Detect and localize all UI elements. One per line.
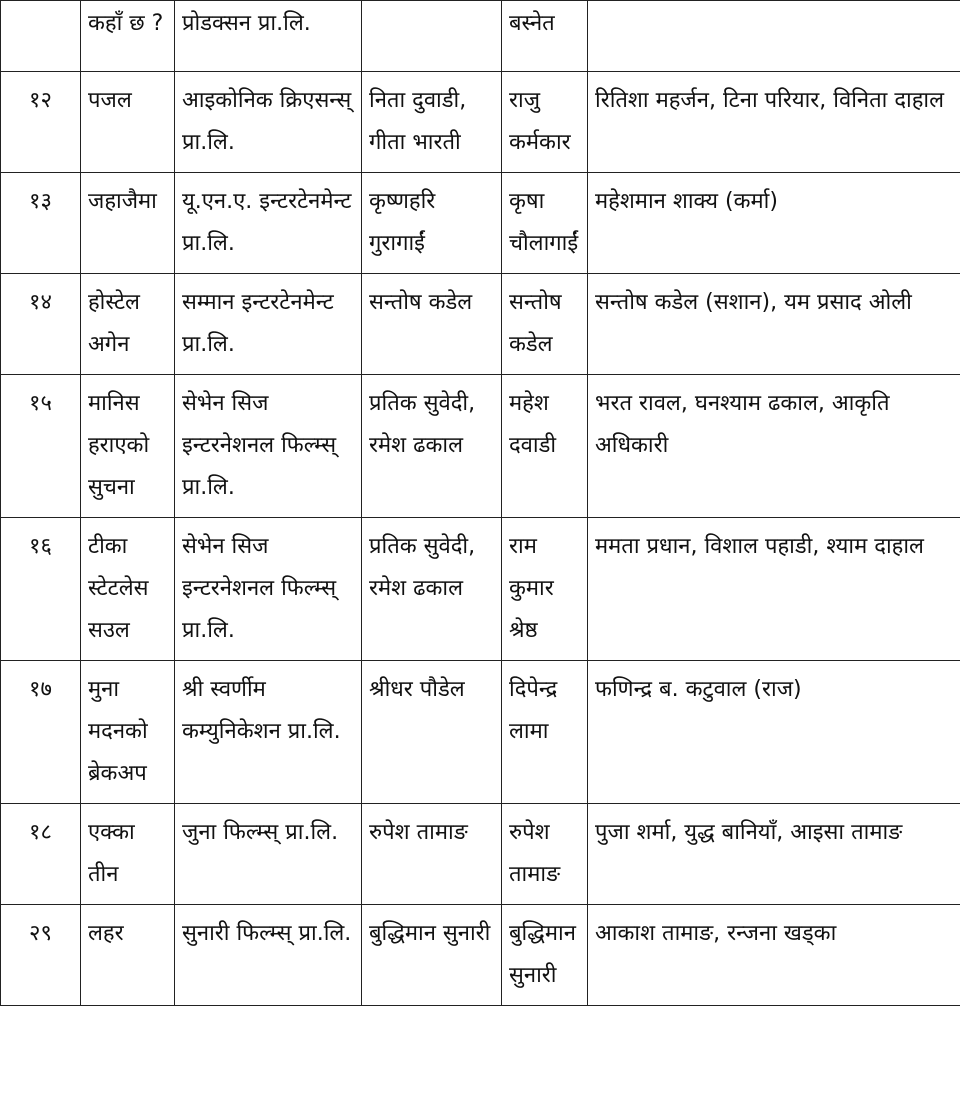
serial-number-cell: १३ [1,173,81,274]
producer-cell: निता दुवाडी, गीता भारती [362,72,502,173]
table-row [1,905,960,1006]
serial-number-cell: १७ [1,661,81,804]
production-company-cell: श्री स्वर्णीम कम्युनिकेशन प्रा.लि. [175,661,362,804]
director-cell: राम कुमार श्रेष्ठ [502,518,588,661]
producer-cell: कृष्णहरि गुरागाईं [362,173,502,274]
director-cell: कृषा चौलागाईं [502,173,588,274]
production-company-cell: सम्मान इन्टरटेनमेन्ट प्रा.लि. [175,274,362,375]
film-title-cell: टीका स्टेटलेस सउल [81,518,175,661]
table-row [1,72,960,173]
film-title-cell: मुना मदनको ब्रेकअप [81,661,175,804]
table-row [1,1,960,72]
table-row [1,173,960,274]
cast-cell: आकाश तामाङ, रन्जना खड्का [588,905,960,1006]
producer-cell: प्रतिक सुवेदी, रमेश ढकाल [362,518,502,661]
production-company-cell: सेभेन सिज इन्टरनेशनल फिल्म्स् प्रा.लि. [175,375,362,518]
producer-cell: श्रीधर पौडेल [362,661,502,804]
table-row [1,518,960,661]
director-cell: राजु कर्मकार [502,72,588,173]
director-cell: दिपेन्द्र लामा [502,661,588,804]
serial-number-cell: १८ [1,804,81,905]
producer-cell: बुद्धिमान सुनारी [362,905,502,1006]
production-company-cell: जुना फिल्म्स् प्रा.लि. [175,804,362,905]
director-cell: सन्तोष कडेल [502,274,588,375]
production-company-cell: सेभेन सिज इन्टरनेशनल फिल्म्स् प्रा.लि. [175,518,362,661]
serial-number-cell: १५ [1,375,81,518]
table-row [1,375,960,518]
director-cell: महेश दवाडी [502,375,588,518]
director-cell: बुद्धिमान सुनारी [502,905,588,1006]
serial-number-cell: २९ [1,905,81,1006]
producer-cell: सन्तोष कडेल [362,274,502,375]
table-row [1,804,960,905]
cast-cell: ममता प्रधान, विशाल पहाडी, श्याम दाहाल [588,518,960,661]
cast-cell: महेशमान शाक्य (कर्मा) [588,173,960,274]
director-cell: रुपेश तामाङ [502,804,588,905]
film-title-cell: पजल [81,72,175,173]
serial-number-cell: १२ [1,72,81,173]
cast-cell: भरत रावल, घनश्याम ढकाल, आकृति अधिकारी [588,375,960,518]
production-company-cell: सुनारी फिल्म्स् प्रा.लि. [175,905,362,1006]
cast-cell: फणिन्द्र ब. कटुवाल (राज) [588,661,960,804]
cast-cell: रितिशा महर्जन, टिना परियार, विनिता दाहाल [588,72,960,173]
table-row [1,661,960,804]
serial-number-cell [1,1,81,72]
film-title-cell: मानिस हराएको सुचना [81,375,175,518]
table-row [1,274,960,375]
film-title-cell: कहाँ छ ? [81,1,175,72]
production-company-cell: आइकोनिक क्रिएसन्स् प्रा.लि. [175,72,362,173]
film-title-cell: लहर [81,905,175,1006]
serial-number-cell: १६ [1,518,81,661]
production-company-cell: यू.एन.ए. इन्टरटेनमेन्ट प्रा.लि. [175,173,362,274]
serial-number-cell: १४ [1,274,81,375]
film-title-cell: होस्टेल अगेन [81,274,175,375]
film-title-cell: एक्का तीन [81,804,175,905]
producer-cell: रुपेश तामाङ [362,804,502,905]
director-cell: बस्नेत [502,1,588,72]
cast-cell: सन्तोष कडेल (सशान), यम प्रसाद ओली [588,274,960,375]
film-title-cell: जहाजैमा [81,173,175,274]
cast-cell [588,1,960,72]
production-company-cell: प्रोडक्सन प्रा.लि. [175,1,362,72]
producer-cell [362,1,502,72]
producer-cell: प्रतिक सुवेदी, रमेश ढकाल [362,375,502,518]
cast-cell: पुजा शर्मा, युद्ध बानियाँ, आइसा तामाङ [588,804,960,905]
